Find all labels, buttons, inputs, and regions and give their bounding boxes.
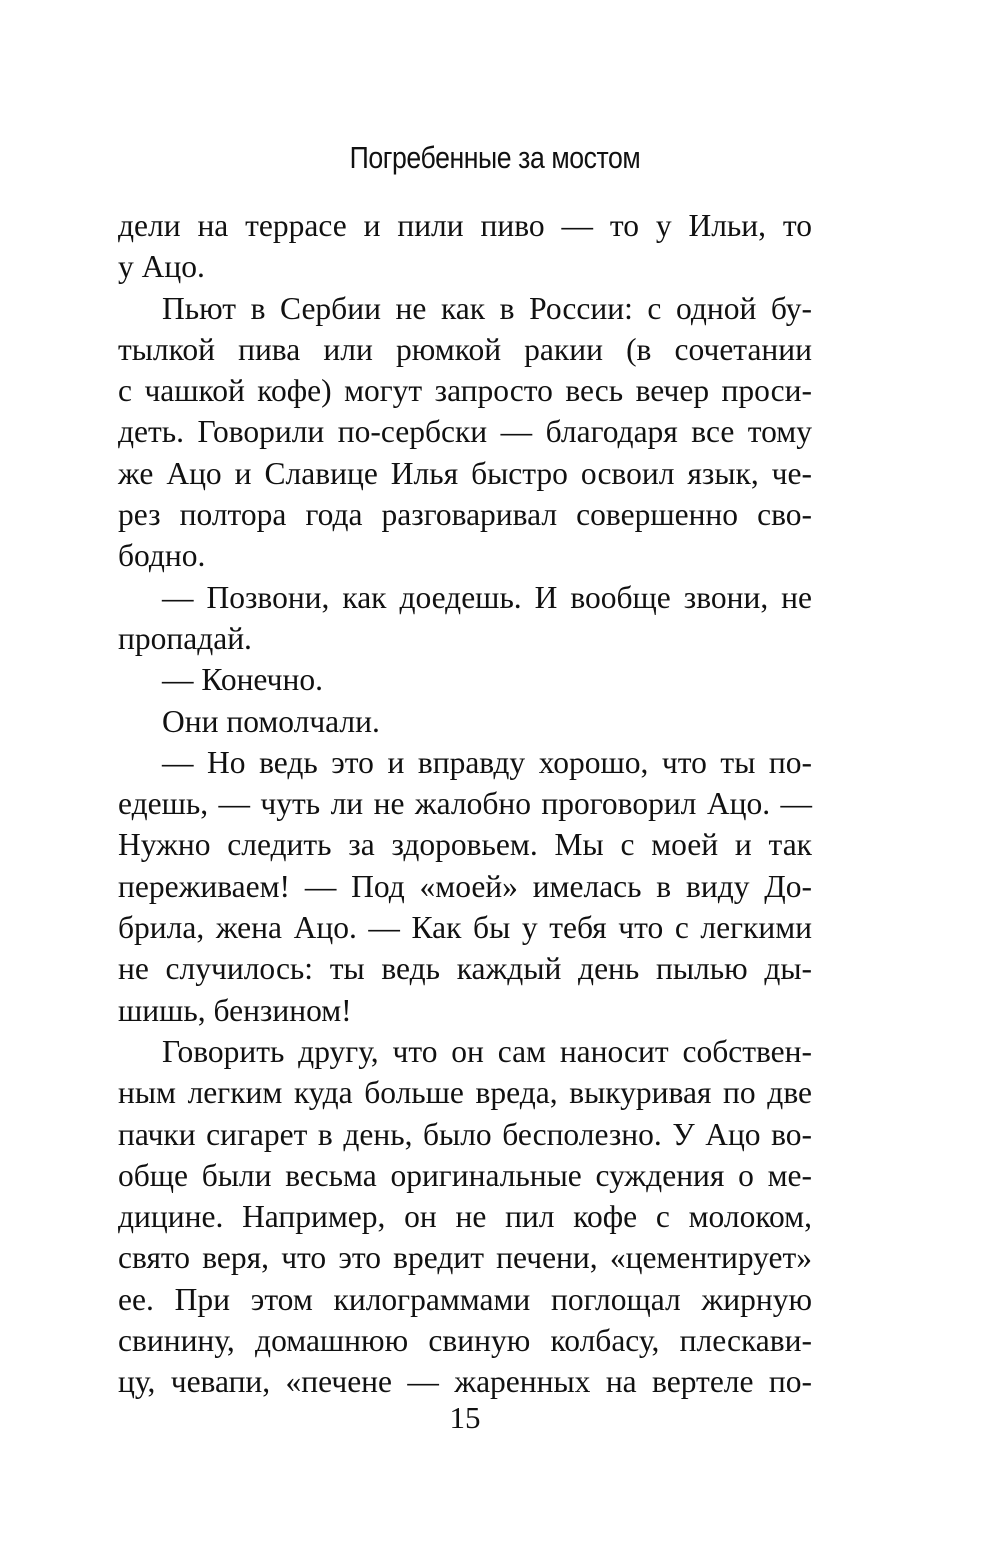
text-line: обще были весьма оригинальные суждения о ме- (118, 1157, 812, 1193)
text-line: — Конечно. (162, 662, 323, 698)
text-line: ее. При этом килограммами поглощал жирную (118, 1281, 812, 1317)
text-line: Нужно следить за здоровьем. Мы с моей и так (118, 827, 812, 863)
text-line: переживаем! — Под «моей» имелась в виду До- (118, 868, 812, 904)
body-text (118, 205, 812, 1403)
page-number: 15 (449, 1400, 481, 1435)
text-line: не случилось: ты ведь каждый день пылью ды- (118, 951, 812, 987)
text-line: деть. Говорили по-сербски — благодаря все тому (118, 414, 812, 450)
text-line: у Ацо. (118, 249, 205, 285)
text-line: же Ацо и Славице Илья быстро освоил язык, че- (118, 455, 812, 491)
text-line: рез полтора года разговаривал совершенно сво- (118, 497, 812, 533)
text-line: цу, чевапи, «печене — жаренных на вертеле по- (118, 1364, 812, 1400)
text-line: брила, жена Ацо. — Как бы у тебя что с легкими (118, 910, 812, 946)
text-line: ным легким куда больше вреда, выкуривая по две (118, 1075, 812, 1111)
text-line: бодно. (118, 538, 206, 574)
text-line: пропадай. (118, 620, 252, 656)
text-line: едешь, — чуть ли не жалобно проговорил Ацо. — (118, 786, 812, 822)
text-line: тылкой пива или рюмкой ракии (в сочетании (118, 331, 812, 367)
text-line: Они помолчали. (162, 703, 380, 739)
text-line: дели на террасе и пили пиво — то у Ильи, то (118, 208, 812, 243)
text-line: — Но ведь это и вправду хорошо, что ты по- (162, 744, 812, 780)
text-line: Пьют в Сербии не как в России: с одной бу- (162, 290, 812, 326)
text-line: — Позвони, как доедешь. И вообще звони, не (162, 579, 812, 615)
text-line: пачки сигарет в день, было бесполезно. У Ацо во- (118, 1116, 812, 1152)
text-line: дицине. Например, он не пил кофе с молоком, (118, 1199, 812, 1235)
text-line: свинину, домашнюю свиную колбасу, плескави- (118, 1323, 812, 1359)
text-line: шишь, бензином! (118, 992, 352, 1028)
running-head-title: Погребенные за мостом (349, 140, 641, 175)
text-line: Говорить другу, что он сам наносит собствен- (162, 1033, 812, 1069)
text-line: с чашкой кофе) могут запросто весь вечер проси- (118, 373, 812, 409)
text-line: свято веря, что это вредит печени, «цементирует» (118, 1240, 812, 1276)
